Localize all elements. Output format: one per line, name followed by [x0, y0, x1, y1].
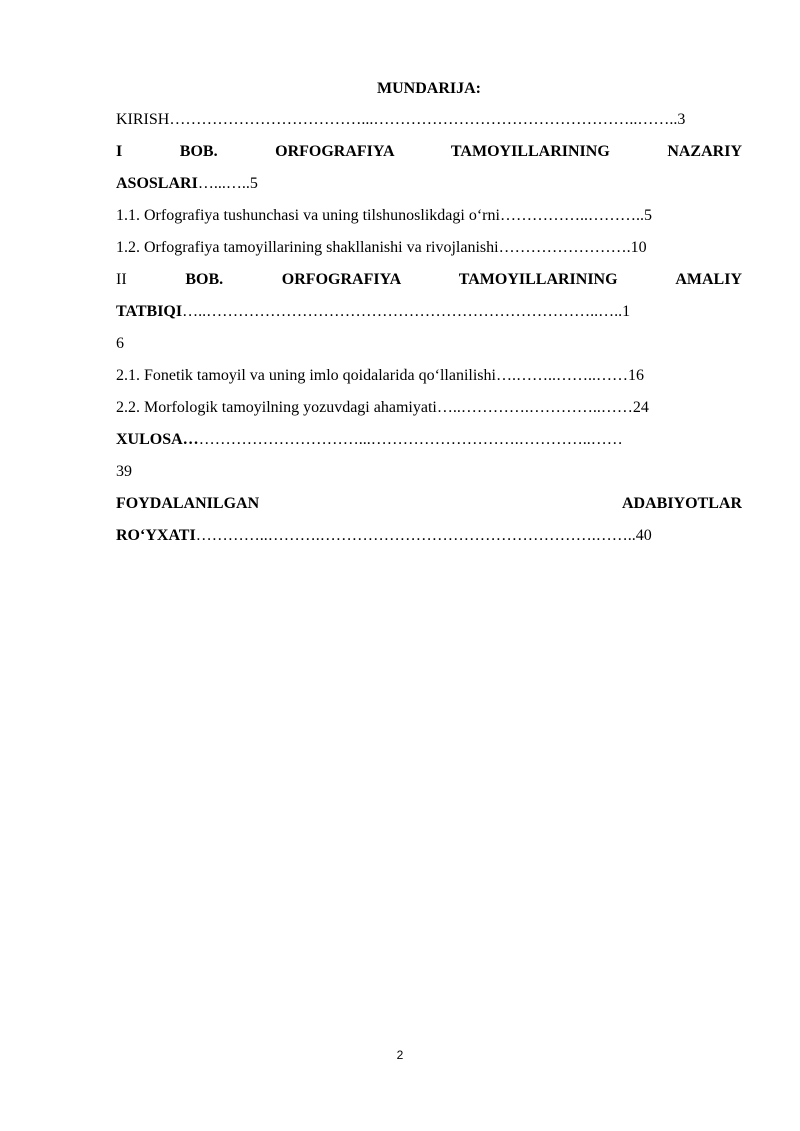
toc-entry-section-1-2: 1.2. Orfografiya tamoyillarining shakllanishi va rivojlanishi…………………….10	[116, 239, 647, 256]
toc-entry-kirish: KIRISH………………………………...…………………………………………..……..3	[116, 111, 686, 128]
toc-entry-chapter-2-continuation	[116, 296, 742, 328]
table-of-contents	[116, 78, 742, 552]
toc-entry-section-1-1: 1.1. Orfografiya tushunchasi va uning tilshunoslikdagi o‘rni……………..………..5	[116, 207, 652, 224]
xulosa-leader: …………………………...……………………….…………..……	[198, 431, 623, 448]
chapter-1-leader: …...…..5	[197, 175, 258, 192]
references-leader: …………..……….…………………………………………….……..40	[195, 527, 652, 544]
toc-entry-section-2-2: 2.2. Morfologik tamoyilning yozuvdagi ahamiyati…..………….…………..……24	[116, 399, 649, 416]
chapter-2-heading: BOB. ORFOGRAFIYA TAMOYILLARINING AMALIY	[185, 271, 742, 288]
toc-entry-references-title: FOYDALANILGAN ADABIYOTLAR	[116, 495, 742, 512]
toc-entry-chapter-1-title: I BOB. ORFOGRAFIYA TAMOYILLARINING NAZARIY	[116, 143, 742, 160]
toc-entry-references-continuation	[116, 520, 742, 552]
references-heading-end: RO‘YXATI	[116, 527, 196, 544]
toc-entry-chapter-1-continuation	[116, 168, 742, 200]
page-number: 2	[396, 1048, 404, 1062]
chapter-2-heading-end: TATBIQI	[116, 303, 183, 320]
toc-entry-section-2-1: 2.1. Fonetik tamoyil va uning imlo qoidalarida qo‘llanilishi….……..……..……16	[116, 367, 644, 384]
toc-entry-chapter-2-title	[116, 264, 742, 296]
chapter-1-heading-end: ASOSLARI	[116, 175, 198, 192]
toc-entry-chapter-2-page-wrap: 6	[116, 335, 124, 352]
chapter-2-numeral: II	[116, 271, 127, 288]
toc-entry-xulosa	[116, 424, 742, 456]
xulosa-heading: XULOSA…	[116, 431, 199, 448]
toc-entry-xulosa-page-wrap: 39	[116, 463, 132, 480]
chapter-2-leader: …..………………………………………………………………..…..1	[182, 303, 631, 320]
toc-title: MUNDARIJA:	[377, 80, 481, 97]
